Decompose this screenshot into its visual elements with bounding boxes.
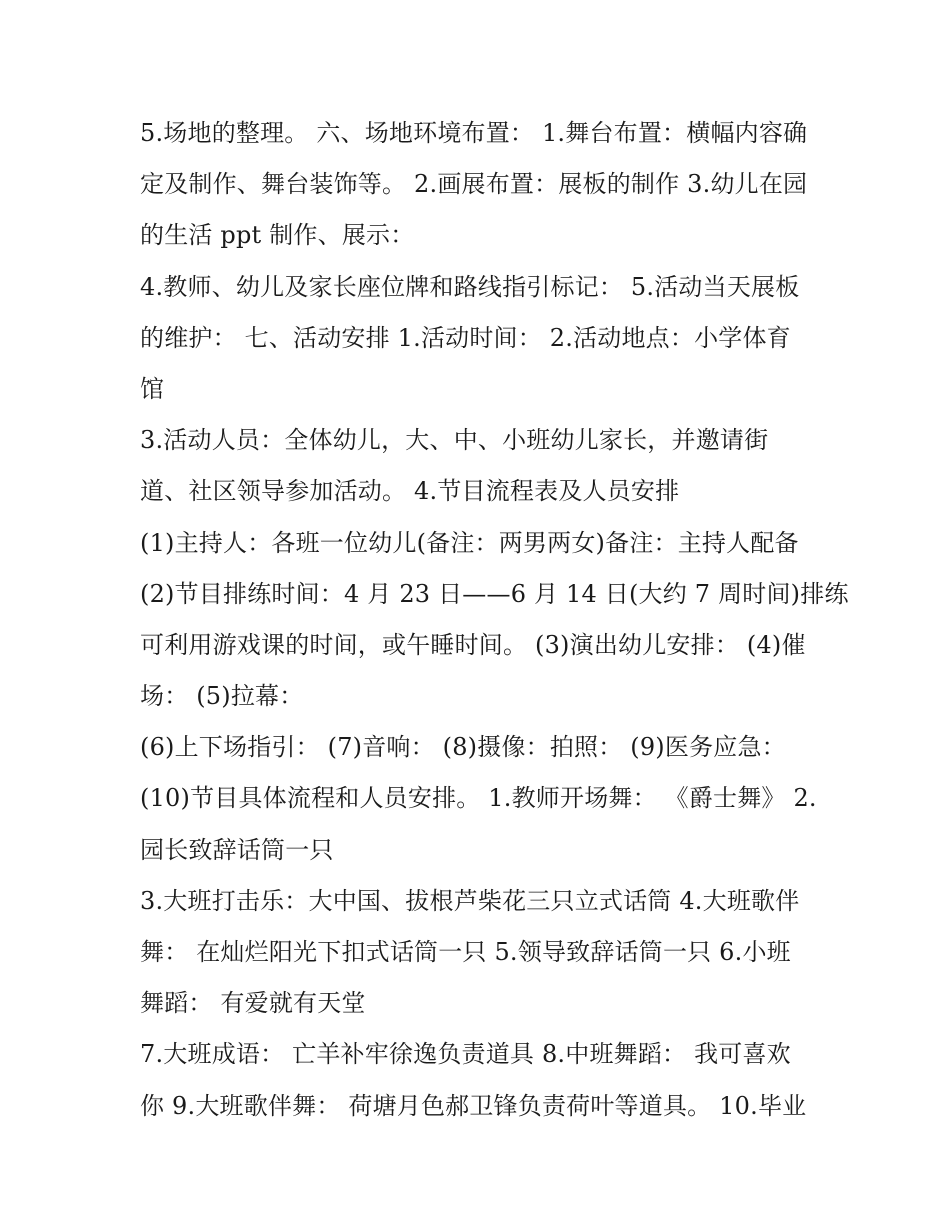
- text-line: (10)节目具体流程和人员安排。 1.教师开场舞： 《爵士舞》 2.: [140, 784, 817, 813]
- text-line: 你 9.大班歌伴舞： 荷塘月色郝卫锋负责荷叶等道具。 10.毕业: [140, 1091, 807, 1120]
- text-line: 定及制作、舞台装饰等。 2.画展布置：展板的制作 3.幼儿在园: [140, 170, 808, 199]
- text-line: (1)主持人：各班一位幼儿(备注：两男两女)备注：主持人配备: [140, 528, 799, 557]
- text-line: 3.大班打击乐：大中国、拔根芦柴花三只立式话筒 4.大班歌伴: [140, 886, 800, 915]
- document-body-text: [140, 108, 849, 1132]
- text-line: 场： (5)拉幕：: [140, 682, 304, 711]
- text-line: 舞： 在灿烂阳光下扣式话筒一只 5.领导致辞话筒一只 6.小班: [140, 938, 791, 966]
- text-line: (2)节目排练时间：4 月 23 日——6 月 14 日(大约 7 周时间)排练: [140, 579, 849, 608]
- text-line: 园长致辞话筒一只: [140, 835, 334, 864]
- text-line: 的生活 ppt 制作、展示：: [140, 221, 415, 250]
- text-line: 7.大班成语： 亡羊补牢徐逸负责道具 8.中班舞蹈： 我可喜欢: [140, 1040, 791, 1069]
- text-line: 道、社区领导参加活动。 4.节目流程表及人员安排: [140, 477, 680, 506]
- text-line: 3.活动人员：全体幼儿，大、中、小班幼儿家长，并邀请街: [140, 426, 769, 455]
- text-line: 4.教师、幼儿及家长座位牌和路线指引标记： 5.活动当天展板: [140, 272, 800, 301]
- text-line: 馆: [140, 374, 165, 403]
- text-line: 5.场地的整理。 六、场地环境布置： 1.舞台布置：横幅内容确: [140, 119, 808, 147]
- text-line: 可利用游戏课的时间，或午睡时间。 (3)演出幼儿安排： (4)催: [140, 630, 806, 659]
- text-line: 舞蹈： 有爱就有天堂: [140, 989, 366, 1018]
- text-line: (6)上下场指引： (7)音响： (8)摄像：拍照： (9)医务应急：: [140, 733, 786, 762]
- text-line: 的维护： 七、活动安排 1.活动时间： 2.活动地点：小学体育: [140, 323, 791, 352]
